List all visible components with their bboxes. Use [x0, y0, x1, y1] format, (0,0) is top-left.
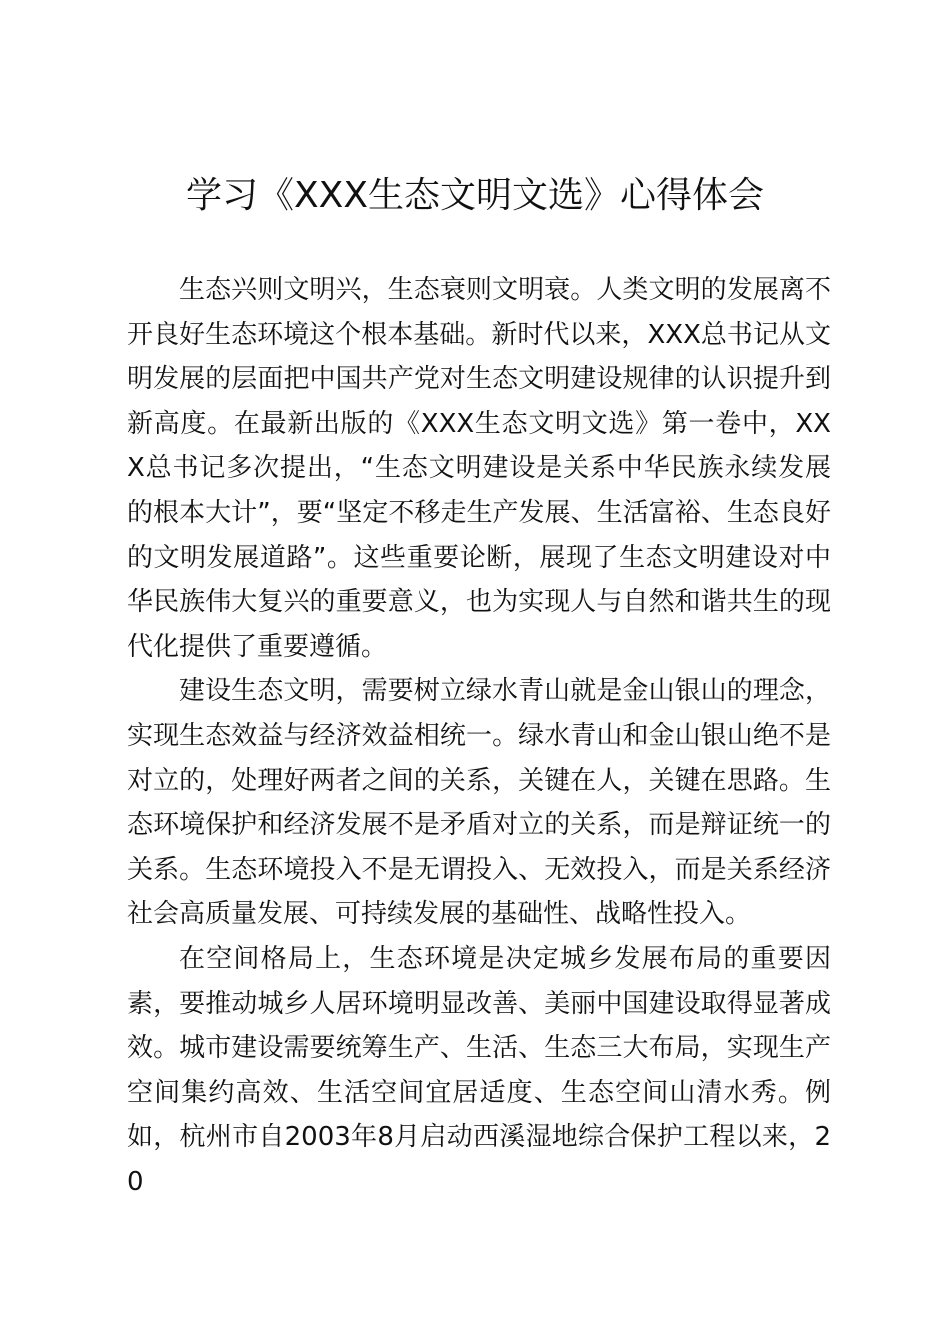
paragraph-3: 在空间格局上，生态环境是决定城乡发展布局的重要因素，要推动城乡人居环境明显改善、美丽中国建设取得显著成效。城市建设需要统筹生产、生活、生态三大布局，实现生产空间集约高效、生活空间宜居适度、生态空间山清水秀。例如，杭州市自2003年8月启动西溪湿地综合保护工程以来，20 — [127, 943, 831, 1197]
document-title: 学习《XXX生态文明文选》心得体会 — [186, 175, 764, 216]
document-body — [127, 268, 831, 1204]
paragraph-2: 建设生态文明，需要树立绿水青山就是金山银山的理念，实现生态效益与经济效益相统一。绿水青山和金山银山绝不是对立的，处理好两者之间的关系，关键在人，关键在思路。生态环境保护和经济发展不是矛盾对立的关系，而是辩证统一的关系。生态环境投入不是无谓投入、无效投入，而是关系经济社会高质量发展、可持续发展的基础性、战略性投入。 — [127, 676, 831, 930]
paragraph-1: 生态兴则文明兴，生态衰则文明衰。人类文明的发展离不开良好生态环境这个根本基础。新时代以来，XXX总书记从文明发展的层面把中国共产党对生态文明建设规律的认识提升到新高度。在最新出版的《XXX生态文明文选》第一卷中，XXX总书记多次提出，“生态文明建设是关系中华民族永续发展的根本大计”，要“坚定不移走生产发展、生活富裕、生态良好的文明发展道路”。这些重要论断，展现了生态文明建设对中华民族伟大复兴的重要意义，也为实现人与自然和谐共生的现代化提供了重要遵循。 — [127, 275, 831, 662]
